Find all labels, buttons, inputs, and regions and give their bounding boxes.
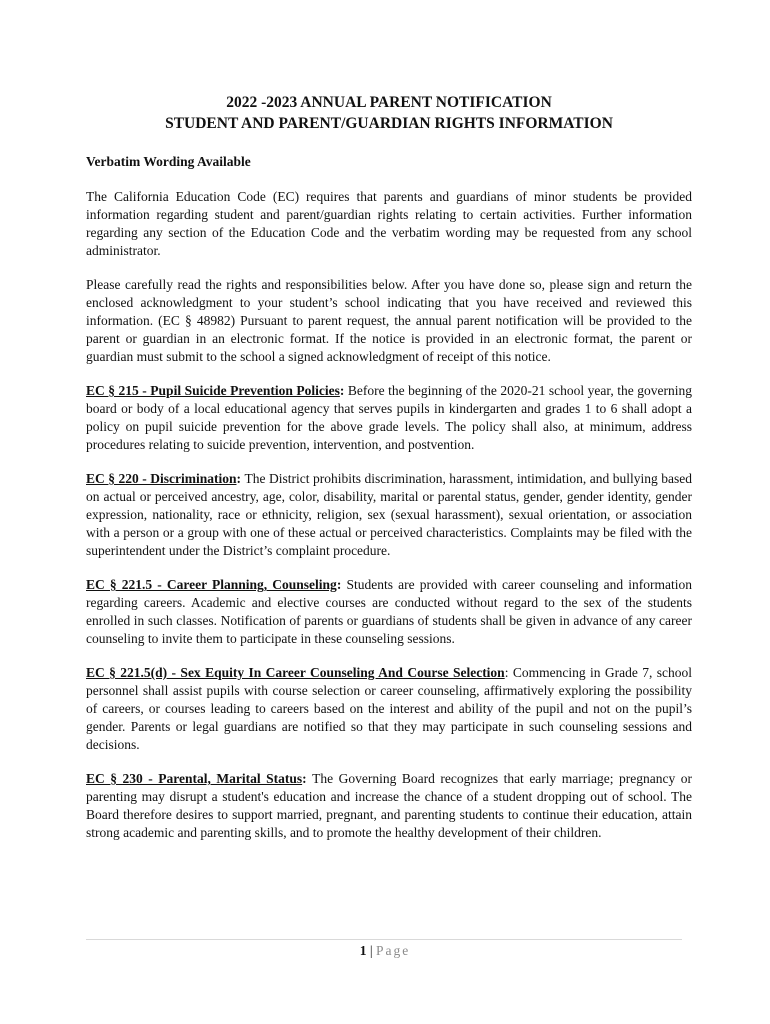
- page-footer: [0, 942, 770, 960]
- section-separator: :: [339, 383, 348, 398]
- section-heading-ec-215: EC § 215 - Pupil Suicide Prevention Policies: [86, 383, 340, 398]
- footer-divider: [86, 939, 682, 940]
- page-number: 1: [359, 943, 367, 958]
- intro-paragraph-ec: The California Education Code (EC) requires that parents and guardians of minor students be provided information regarding student and parent/guardian rights relating to certain activities. Further information regarding any section of the Education Code and the verbatim wording may be requested from any school administrator.: [86, 189, 692, 258]
- document-page: [86, 92, 692, 842]
- section-text-ec-215: Before the beginning of the 2020-21 school year, the governing board or body of a local educational agency that serves pupils in kindergarten and grades 1 to 6 shall adopt a policy on pupil suicide prevention for the above grade levels. The policy shall also, at minimum, address procedures relating to suicide prevention, intervention, and postvention.: [86, 383, 692, 452]
- section-text-ec-230: The Governing Board recognizes that early marriage; pregnancy or parenting may disrupt a student's education and increase the chance of a student dropping out of school. The Board therefore desires to support married, pregnant, and parenting students to continue their education, attain strong academic and parenting skills, and to promote the healthy development of their children.: [86, 771, 692, 840]
- section-separator: :: [336, 577, 347, 592]
- section-separator: :: [236, 471, 245, 486]
- section-separator: :: [504, 665, 513, 680]
- page-label: Page: [375, 943, 411, 958]
- section-heading-ec-221-5: EC § 221.5 - Career Planning, Counseling: [86, 577, 337, 592]
- section-text-ec-221-5-d: Commencing in Grade 7, school personnel shall assist pupils with course selection or career counseling, affirmatively exploring the possibility of careers, or courses leading to careers based on the interest and ability of the pupil and not on the pupil’s gender. Parents or legal guardians are notified so that they may participate in such counseling sessions and decisions.: [86, 665, 692, 752]
- section-heading-ec-230: EC § 230 - Parental, Marital Status: [86, 771, 303, 786]
- verbatim-wording-subheading: Verbatim Wording Available: [86, 154, 251, 169]
- title-line-2: STUDENT AND PARENT/GUARDIAN RIGHTS INFORMATION: [165, 115, 613, 132]
- section-ec-215: [86, 382, 692, 454]
- section-text-ec-220: The District prohibits discrimination, harassment, intimidation, and bullying based on actual or perceived ancestry, age, color, disability, marital or parental status, gender, gender identity, gender expression, nationality, race or ethnicity, religion, sex (sexual harassment), sexual orientation, or association with a person or a group with one of these actual or perceived characteristics. Complaints may be filed with the superintendent under the District’s complaint procedure.: [86, 471, 693, 558]
- title-line-1: 2022 -2023 ANNUAL PARENT NOTIFICATION: [226, 94, 552, 111]
- section-ec-220: [86, 470, 692, 560]
- section-ec-221-5: [86, 576, 692, 648]
- section-ec-230: [86, 770, 692, 842]
- section-ec-221-5-d: [86, 664, 692, 754]
- intro-paragraph-acknowledgment: Please carefully read the rights and responsibilities below. After you have done so, please sign and return the enclosed acknowledgment to your student’s school indicating that you have received and reviewed this information. (EC § 48982) Pursuant to parent request, the annual parent notification will be provided to the parent or guardian in an electronic format. If the notice is provided in an electronic format, the parent or guardian must submit to the school a signed acknowledgment of receipt of this notice.: [86, 277, 692, 364]
- page-separator: |: [366, 943, 376, 958]
- section-separator: :: [302, 771, 313, 786]
- section-heading-ec-220: EC § 220 - Discrimination: [86, 471, 237, 486]
- section-text-ec-221-5: Students are provided with career counseling and information regarding careers. Academic and elective courses are conducted without regard to the sex of the students enrolled in such classes. Notification of parents or guardians of students shall be given in advance of any career counseling to invite them to participate in these counseling sessions.: [86, 577, 693, 646]
- section-heading-ec-221-5-d: EC § 221.5(d) - Sex Equity In Career Counseling And Course Selection: [86, 665, 505, 680]
- document-title: [86, 92, 692, 134]
